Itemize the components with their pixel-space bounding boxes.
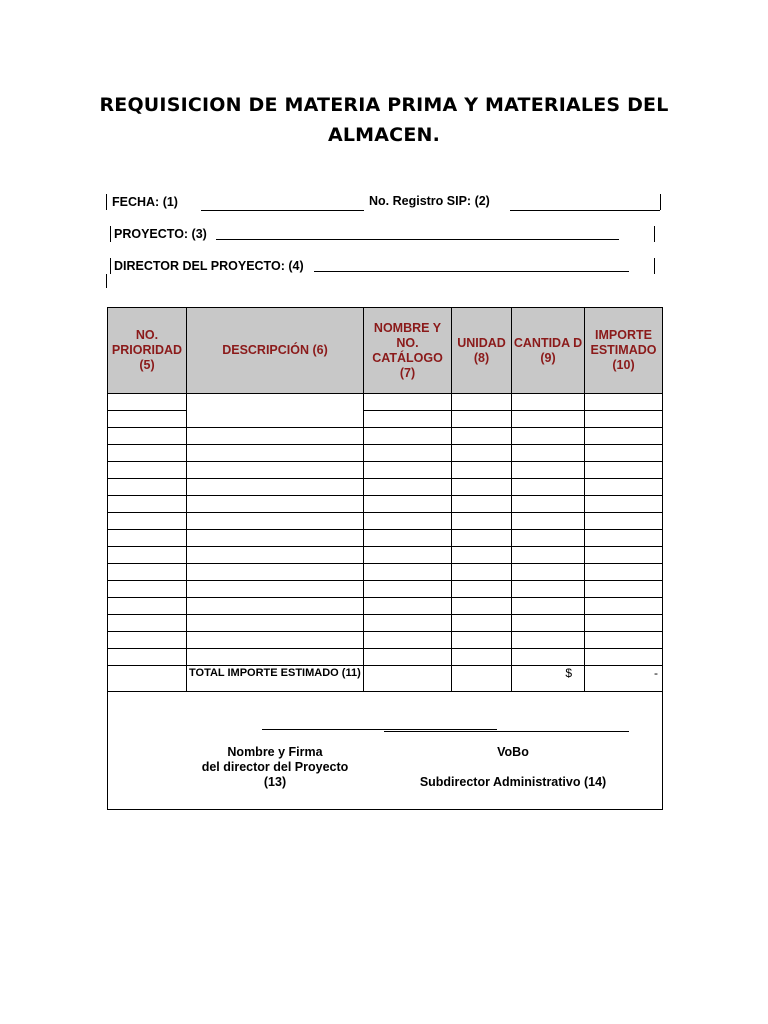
cell-unidad[interactable] [452, 530, 512, 547]
document-title: REQUISICION DE MATERIA PRIMA Y MATERIALES DEL ALMACEN. [99, 94, 669, 146]
signature-line-vobo[interactable] [384, 731, 629, 732]
cell-catalogo[interactable] [364, 513, 452, 530]
table-row [108, 479, 663, 496]
total-value[interactable]: - [585, 666, 663, 692]
cell-cantidad[interactable] [512, 462, 585, 479]
cell-prioridad[interactable] [108, 496, 187, 513]
field-bracket-right [654, 258, 655, 274]
cell-descripcion[interactable] [187, 496, 364, 513]
proyecto-label: PROYECTO: (3) [114, 227, 207, 241]
cell-catalogo[interactable] [364, 411, 452, 428]
total-row [108, 666, 663, 692]
cell-descripcion[interactable] [187, 479, 364, 496]
table-row [108, 649, 663, 666]
cell-descripcion[interactable] [187, 632, 364, 649]
cell-descripcion[interactable] [187, 547, 364, 564]
table-row [108, 428, 663, 445]
cell-importe[interactable] [585, 649, 663, 666]
cell-catalogo[interactable] [364, 394, 452, 411]
cell-cantidad[interactable] [512, 496, 585, 513]
cell-descripcion[interactable] [187, 564, 364, 581]
director-ref-caption: (13) [263, 775, 287, 789]
field-bracket-left [110, 226, 111, 242]
cell-prioridad[interactable] [108, 428, 187, 445]
cell-cantidad[interactable] [512, 581, 585, 598]
header-catalogo: NOMBRE Y NO. CATÁLOGO (7) [364, 308, 452, 394]
director-line[interactable] [314, 271, 629, 272]
director-role-caption: del director del Proyecto [201, 760, 349, 774]
cell-catalogo[interactable] [364, 479, 452, 496]
cell-descripcion[interactable] [187, 445, 364, 462]
cell-importe[interactable] [585, 530, 663, 547]
cell-cantidad[interactable] [512, 649, 585, 666]
cell-catalogo[interactable] [364, 496, 452, 513]
cell-descripcion[interactable] [187, 615, 364, 632]
cell-cantidad[interactable] [512, 394, 585, 411]
signature-row [108, 692, 663, 810]
table-row [108, 445, 663, 462]
table-row [108, 615, 663, 632]
cell-unidad[interactable] [452, 479, 512, 496]
cell-prioridad[interactable] [108, 632, 187, 649]
cell-descripcion[interactable] [187, 530, 364, 547]
cell-catalogo[interactable] [364, 598, 452, 615]
cell-unidad[interactable] [452, 428, 512, 445]
cell-catalogo[interactable] [364, 445, 452, 462]
header-descripcion: DESCRIPCIÓN (6) [187, 308, 364, 394]
cell-prioridad[interactable] [108, 530, 187, 547]
header-importe: IMPORTE ESTIMADO (10) [585, 308, 663, 394]
total-unidad-cell [452, 666, 512, 692]
cell-catalogo[interactable] [364, 462, 452, 479]
vobo-signature-label [408, 745, 618, 790]
table-row [108, 598, 663, 615]
cell-prioridad[interactable] [108, 513, 187, 530]
cell-descripcion[interactable] [187, 428, 364, 445]
registro-label: No. Registro SIP: (2) [369, 194, 490, 208]
cell-prioridad[interactable] [108, 564, 187, 581]
table-row [108, 462, 663, 479]
cell-importe[interactable] [585, 462, 663, 479]
table-row [108, 547, 663, 564]
cell-descripcion[interactable] [187, 649, 364, 666]
field-bracket-left [106, 274, 107, 288]
cell-cantidad[interactable] [512, 598, 585, 615]
field-bracket-right [660, 194, 661, 210]
cell-importe[interactable] [585, 632, 663, 649]
cell-unidad[interactable] [452, 547, 512, 564]
director-signature-label [180, 745, 370, 790]
cell-cantidad[interactable] [512, 564, 585, 581]
cell-catalogo[interactable] [364, 547, 452, 564]
vobo-caption: VoBo [497, 745, 529, 759]
cell-unidad[interactable] [452, 632, 512, 649]
cell-cantidad[interactable] [512, 479, 585, 496]
total-label: TOTAL IMPORTE ESTIMADO (11) [187, 666, 364, 692]
cell-catalogo[interactable] [364, 649, 452, 666]
cell-importe[interactable] [585, 581, 663, 598]
cell-importe[interactable] [585, 513, 663, 530]
cell-catalogo[interactable] [364, 615, 452, 632]
cell-descripcion[interactable] [187, 598, 364, 615]
cell-importe[interactable] [585, 445, 663, 462]
cell-catalogo[interactable] [364, 530, 452, 547]
table-row [108, 530, 663, 547]
cell-unidad[interactable] [452, 598, 512, 615]
cell-importe[interactable] [585, 598, 663, 615]
cell-prioridad[interactable] [108, 445, 187, 462]
header-cantidad: CANTIDA D (9) [512, 308, 585, 394]
field-bracket-left [106, 194, 107, 210]
total-blank-cell [108, 666, 187, 692]
cell-unidad[interactable] [452, 394, 512, 411]
cell-prioridad[interactable] [108, 462, 187, 479]
cell-descripcion[interactable] [187, 394, 364, 428]
cell-prioridad[interactable] [108, 479, 187, 496]
cell-cantidad[interactable] [512, 547, 585, 564]
cell-importe[interactable] [585, 547, 663, 564]
cell-catalogo[interactable] [364, 428, 452, 445]
cell-prioridad[interactable] [108, 649, 187, 666]
total-catalogo-cell [364, 666, 452, 692]
cell-descripcion[interactable] [187, 513, 364, 530]
cell-importe[interactable] [585, 428, 663, 445]
field-bracket-left [110, 258, 111, 274]
cell-catalogo[interactable] [364, 581, 452, 598]
table-row [108, 632, 663, 649]
header-unidad: UNIDAD (8) [452, 308, 512, 394]
table-row [108, 581, 663, 598]
cell-cantidad[interactable] [512, 445, 585, 462]
cell-prioridad[interactable] [108, 615, 187, 632]
fecha-line[interactable] [201, 210, 364, 211]
cell-prioridad[interactable] [108, 394, 187, 411]
cell-cantidad[interactable] [512, 615, 585, 632]
proyecto-line[interactable] [216, 239, 619, 240]
field-bracket-right [654, 226, 655, 242]
cell-catalogo[interactable] [364, 564, 452, 581]
cell-prioridad[interactable] [108, 547, 187, 564]
cell-unidad[interactable] [452, 411, 512, 428]
cell-unidad[interactable] [452, 615, 512, 632]
cell-catalogo[interactable] [364, 632, 452, 649]
table-row [108, 496, 663, 513]
requisition-table [107, 307, 663, 810]
subdirector-caption: Subdirector Administrativo (14) [419, 775, 607, 789]
table-row [108, 564, 663, 581]
table-row [108, 513, 663, 530]
cell-cantidad[interactable] [512, 513, 585, 530]
signature-area [108, 692, 663, 810]
fecha-label: FECHA: (1) [112, 195, 178, 209]
cell-unidad[interactable] [452, 462, 512, 479]
cell-cantidad[interactable] [512, 530, 585, 547]
cell-cantidad[interactable] [512, 428, 585, 445]
cell-unidad[interactable] [452, 564, 512, 581]
header-prioridad: NO. PRIORIDAD (5) [108, 308, 187, 394]
cell-importe[interactable] [585, 496, 663, 513]
cell-descripcion[interactable] [187, 581, 364, 598]
cell-unidad[interactable] [452, 581, 512, 598]
registro-line[interactable] [510, 210, 660, 211]
cell-prioridad[interactable] [108, 581, 187, 598]
table-header-row [108, 308, 663, 394]
cell-prioridad[interactable] [108, 411, 187, 428]
cell-importe[interactable] [585, 615, 663, 632]
cell-unidad[interactable] [452, 496, 512, 513]
cell-unidad[interactable] [452, 513, 512, 530]
cell-cantidad[interactable] [512, 411, 585, 428]
cell-importe[interactable] [585, 411, 663, 428]
director-name-caption: Nombre y Firma [227, 745, 323, 759]
table-row [108, 394, 663, 411]
cell-unidad[interactable] [452, 445, 512, 462]
cell-importe[interactable] [585, 479, 663, 496]
signature-line-director[interactable] [262, 729, 497, 730]
cell-unidad[interactable] [452, 649, 512, 666]
cell-importe[interactable] [585, 394, 663, 411]
total-currency: $ [512, 666, 585, 692]
director-label: DIRECTOR DEL PROYECTO: (4) [114, 259, 304, 273]
cell-cantidad[interactable] [512, 632, 585, 649]
cell-prioridad[interactable] [108, 598, 187, 615]
cell-importe[interactable] [585, 564, 663, 581]
cell-descripcion[interactable] [187, 462, 364, 479]
